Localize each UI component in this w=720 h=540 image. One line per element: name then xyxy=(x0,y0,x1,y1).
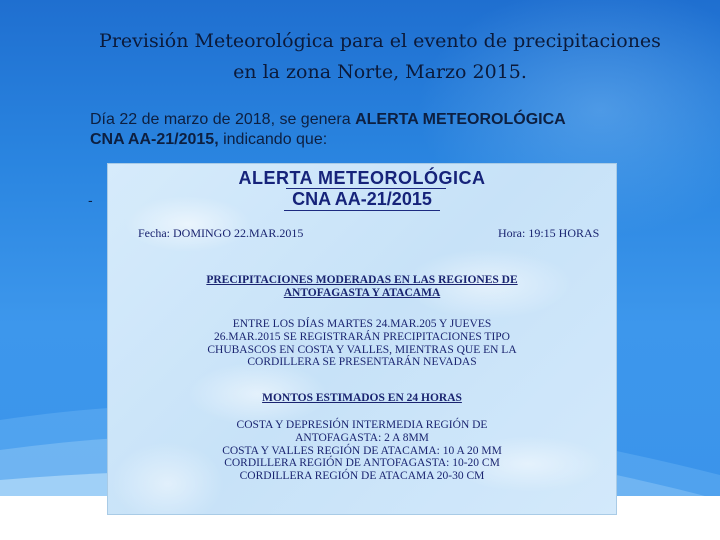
heading-underline-1 xyxy=(286,188,446,189)
body-1-line: CORDILLERA SE PRESENTARÁN NEVADAS xyxy=(247,356,477,369)
alert-bulletin-image xyxy=(107,163,617,515)
intro-paragraph xyxy=(90,110,670,150)
body-1-line: CHUBASCOS EN COSTA Y VALLES, MIENTRAS QUE EN LA xyxy=(207,343,517,356)
alert-body-1 xyxy=(108,318,616,369)
section-1-line-2: ANTOFAGASTA Y ATACAMA xyxy=(283,287,441,299)
body-1-line: ENTRE LOS DÍAS MARTES 24.MAR.205 Y JUEVES xyxy=(232,318,492,330)
alert-time: Hora: 19:15 HORAS xyxy=(498,226,600,240)
slide-title xyxy=(60,26,700,88)
alert-section-title-1 xyxy=(108,274,616,300)
slide-title-line-2: en la zona Norte, Marzo 2015. xyxy=(233,61,527,83)
intro-text-end: indicando que: xyxy=(218,131,328,148)
alert-body-2 xyxy=(108,419,616,483)
bullet-marker: - xyxy=(88,192,93,208)
body-2-line: CORDILLERA REGIÓN DE ANTOFAGASTA: 10-20 CM xyxy=(224,457,500,470)
heading-underline-2 xyxy=(284,210,440,211)
body-2-line: COSTA Y DEPRESIÓN INTERMEDIA REGIÓN DE xyxy=(236,419,488,431)
body-2-line: ANTOFAGASTA: 2 A 8MM xyxy=(295,431,429,444)
intro-alert-name: ALERTA METEOROLÓGICA xyxy=(355,111,566,128)
section-2-title: MONTOS ESTIMADOS EN 24 HORAS xyxy=(262,392,462,404)
body-2-line: CORDILLERA REGIÓN DE ATACAMA 20-30 CM xyxy=(239,470,485,483)
body-1-line: 26.MAR.2015 SE REGISTRARÁN PRECIPITACIONES TIPO xyxy=(214,330,510,343)
alert-heading: ALERTA METEOROLÓGICA xyxy=(238,168,486,188)
intro-text: Día 22 de marzo de 2018, se genera xyxy=(90,111,356,128)
alert-date: Fecha: DOMINGO 22.MAR.2015 xyxy=(138,226,304,240)
body-2-line: COSTA Y VALLES REGIÓN DE ATACAMA: 10 A 20 MM xyxy=(222,444,502,457)
alert-code: CNA AA-21/2015 xyxy=(292,189,432,209)
intro-alert-code: CNA AA-21/2015, xyxy=(90,131,219,148)
section-1-line-1: PRECIPITACIONES MODERADAS EN LAS REGIONES DE xyxy=(206,274,518,286)
alert-section-title-2 xyxy=(108,392,616,405)
slide-title-line-1: Previsión Meteorológica para el evento de precipitaciones xyxy=(99,30,661,52)
